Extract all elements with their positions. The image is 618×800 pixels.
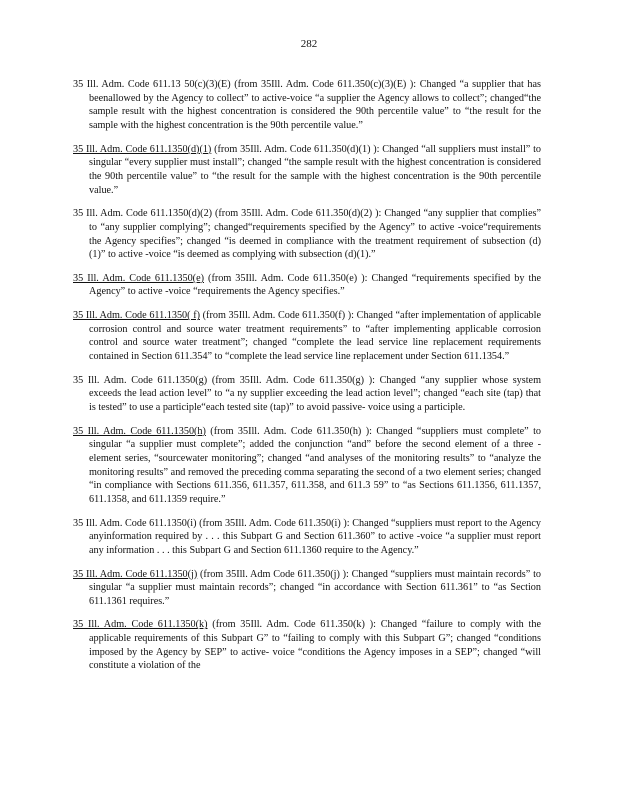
citation: 35 Ill. Adm. Code 611.1350(e) [73, 272, 204, 284]
entry-text: (from 35Ill. Adm. Code 611.350(k) ): Changed “failure to comply with the applicable requirements of this Subpart G” to “failing to comply with this Subpart G”; changed “conditions imposed by the Agency by SEP” to active- voice “conditions the Agency imposes in a SEP”; changed “will constitute a violation of the [89, 619, 541, 672]
list-item [73, 309, 541, 363]
list-item [73, 143, 541, 197]
citation: 35 Ill. Adm. Code 611.1350(k) [73, 619, 208, 631]
citation: 35 Ill. Adm. Code 611.1350(h) [73, 425, 206, 437]
list-item [73, 374, 541, 415]
entry-text: (from 35Ill. Adm. Code 611.350(i) ): Changed “suppliers must report to the Agency anyinformation required by . . . this Subpart G and Section 611.360” to active -voice “a supplier must report any information . . . this Subpart G and Section 611.1360 require to the Agency.” [89, 517, 541, 556]
entry-text: (from 35Ill. Adm. Code 611.350(e) ): Changed “requirements specified by the Agency” to active -voice “requirements the Agency specifies.” [89, 272, 541, 298]
entry-text: (from 35Ill. Adm Code 611.350(j) ): Changed “suppliers must maintain records” to singular “a supplier must maintain records”; changed “in accordance with Section 611.361” to “as Section 611.1361 requires.” [89, 568, 541, 607]
entry-text: (from 35Ill. Adm. Code 611.350(g) ): Changed “any supplier whose system exceeds the lead action level” to “a ny supplier exceeding the lead action level”; changed “each site (tap) that is tested” to use a participle“each tested site (tap)” to avoid passive- voice using a participle. [89, 374, 541, 413]
citation: 35 Ill. Adm. Code 611.1350(d)(1) [73, 143, 212, 155]
citation: 35 Ill. Adm. Code 611.1350( f) [73, 310, 200, 322]
list-item [73, 272, 541, 299]
list-item [73, 78, 541, 132]
entry-text: (from 35Ill. Adm. Code 611.350(c)(3)(E) ): Changed “a supplier that has beenallowed by the Agency to collect” to active-voice “a supplier the Agency allows to collect”; changed“the sample result with the highest concentration is considered the 90th percentile value” to “the result for the sample with the highest concentration is the 90th percentile value.” [89, 79, 541, 131]
citation: 35 Ill. Adm. Code 611.1350(d)(2) [73, 208, 213, 220]
page-number: 282 [300, 38, 318, 50]
list-item [73, 517, 541, 558]
entry-text: (from 35Ill. Adm. Code 611.350(h) ): Changed “suppliers must complete” to singular “a supplier must complete”; added the conjunction “and” before the second element of a three -element series, “sourcewater monitoring”; changed “and analyses of the monitoring results” to “analyze the monitoring results” and removed the preceding comma separating the second of a two element series; changed “in compliance with Sections 611.356, 611.357, 611.358, and 611.3 59” to “as Sections 611.1356, 611.1357, 611.1358, and 611.1359 require.” [89, 425, 542, 505]
citation: 35 Ill. Adm. Code 611.1350(j) [73, 568, 198, 580]
entry-text: (from 35Ill. Adm. Code 611.350(d)(2) ): Changed “any supplier that complies” to “any supplier complying”; changed“requirements specified by the Agency” to active -voice“requirements the Agency specifies”; changed “is deemed in compliance with the treatment requirement of subsection (d)(1)” to active -voice “is deemed as complying with subsection (d)(1).” [89, 208, 541, 261]
citation: 35 Ill. Adm. Code 611.1350(i) [73, 517, 197, 529]
list-item [73, 618, 541, 672]
list-item [73, 207, 541, 261]
list-item [73, 425, 541, 507]
list-item [73, 568, 541, 609]
citation: 35 Ill. Adm. Code 611.1350(g) [73, 374, 208, 386]
entry-text: (from 35Ill. Adm. Code 611.350(f) ): Changed “after implementation of applicable corrosion control and source water treatment requirements” to “after implementing applicable corrosion control and source water treatment”; changed “complete the lead service line replacement requirements contained in Section 611.354” to “complete the lead service line replacement under Section 611.1354.” [89, 310, 541, 363]
entry-list [73, 68, 541, 678]
entry-text: (from 35Ill. Adm. Code 611.350(d)(1) ): Changed “all suppliers must install” to singular “every supplier must install”; changed “the sample result with the highest concentration is considered the 90th percentile value” to “the result for the sample with the highest concentration is the 90th percentile value.” [89, 143, 542, 196]
citation: 35 Ill. Adm. Code 611.13 50(c)(3)(E) [73, 79, 231, 91]
